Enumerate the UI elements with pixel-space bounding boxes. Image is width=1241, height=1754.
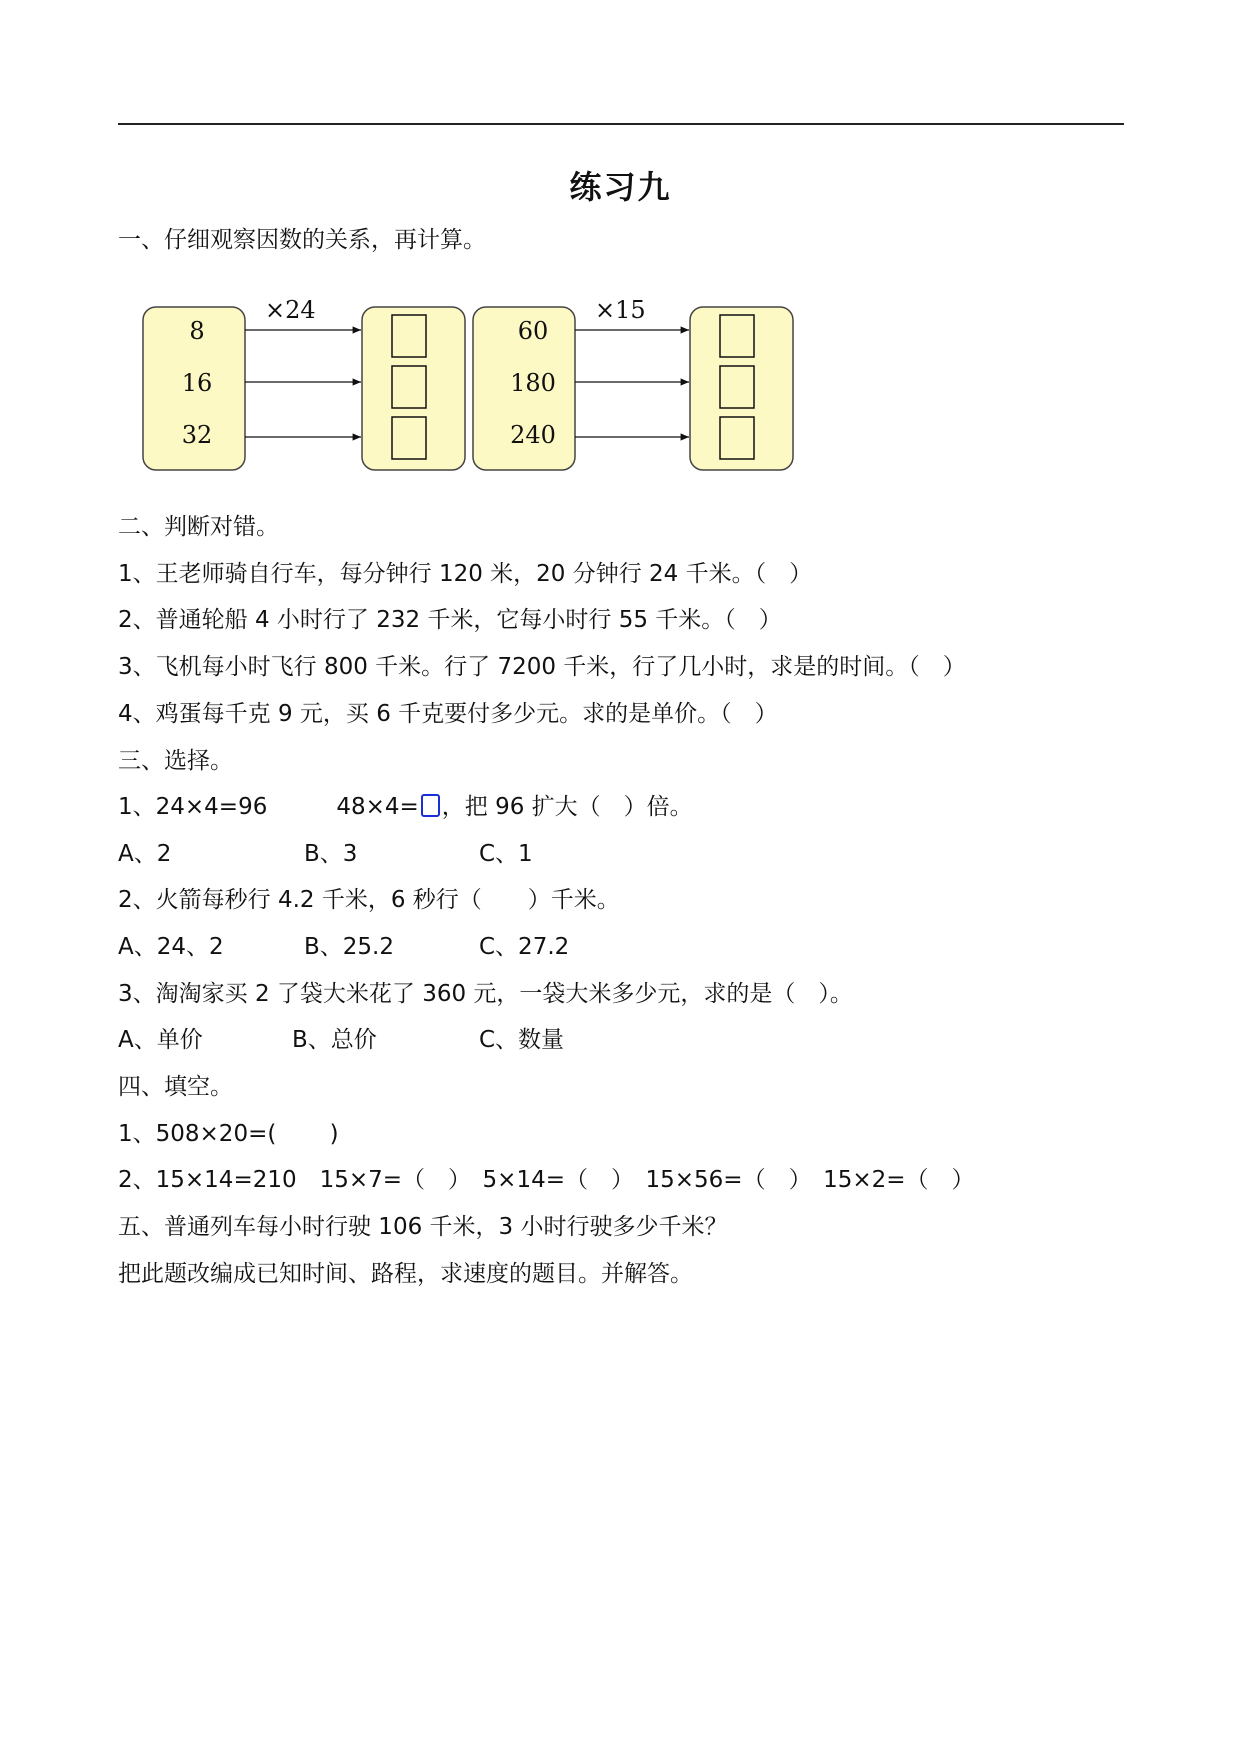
section1-heading: 一、仔细观察因数的关系，再计算。 [118, 227, 486, 253]
choice-q1 [118, 792, 693, 822]
judge-item-2: 2、普通轮船 4 小时行了 232 千米，它每小时行 55 千米。（ ） [118, 607, 782, 633]
choice-q2-option-a: A、24、2 [118, 934, 224, 960]
judge-item-3: 3、飞机每小时飞行 800 千米。行了 7200 千米，行了几小时，求是的时间。（ ） [118, 654, 966, 680]
op-label-2: ×15 [595, 296, 646, 324]
choice-q1-text-b: ，把 96 扩大（ ）倍。 [441, 794, 693, 820]
choice-q1-option-c: C、1 [479, 841, 533, 867]
choice-q2-option-b: B、25.2 [304, 934, 394, 960]
choice-q2-option-c: C、27.2 [479, 934, 570, 960]
input-2-a: 60 [517, 317, 549, 345]
choice-q3-option-b: B、总价 [292, 1027, 377, 1053]
choice-q3-option-a: A、单价 [118, 1027, 203, 1053]
choice-q1-option-b: B、3 [304, 841, 358, 867]
choice-q2: 2、火箭每秒行 4.2 千米，6 秒行（ ）千米。 [118, 887, 620, 913]
answer-blank-highlight [421, 794, 440, 817]
input-2-c: 240 [510, 421, 556, 449]
input-1-c: 32 [181, 421, 213, 449]
section4-heading: 四、填空。 [118, 1074, 233, 1100]
op-label-1: ×24 [265, 296, 316, 324]
section5-instruction: 把此题改编成已知时间、路程，求速度的题目。并解答。 [118, 1261, 693, 1287]
choice-q1-text-a: 1、24×4=96 48×4= [118, 794, 419, 820]
choice-q3: 3、淘淘家买 2 了袋大米花了 360 元，一袋大米多少元，求的是（ ）。 [118, 981, 853, 1007]
input-1-a: 8 [189, 317, 205, 345]
section2-heading: 二、判断对错。 [118, 514, 279, 540]
fill-q1: 1、508×20=( ) [118, 1121, 339, 1147]
section3-heading: 三、选择。 [118, 748, 233, 774]
choice-q1-option-a: A、2 [118, 841, 172, 867]
input-1-b: 16 [181, 369, 213, 397]
judge-item-4: 4、鸡蛋每千克 9 元，买 6 千克要付多少元。求的是单价。（ ） [118, 701, 778, 727]
fill-q2: 2、15×14=210 15×7=（ ） 5×14=（ ） 15×56=（ ） 15×2=（ ） [118, 1167, 975, 1193]
choice-q3-option-c: C、数量 [479, 1027, 565, 1053]
answer-box-1 [362, 307, 465, 470]
section5-heading: 五、普通列车每小时行驶 106 千米，3 小时行驶多少千米？ [118, 1214, 728, 1240]
input-2-b: 180 [510, 369, 556, 397]
answer-box-2 [690, 307, 793, 470]
judge-item-1: 1、王老师骑自行车，每分钟行 120 米，20 分钟行 24 千米。（ ） [118, 561, 813, 587]
page-title: 练习九 [569, 168, 672, 206]
